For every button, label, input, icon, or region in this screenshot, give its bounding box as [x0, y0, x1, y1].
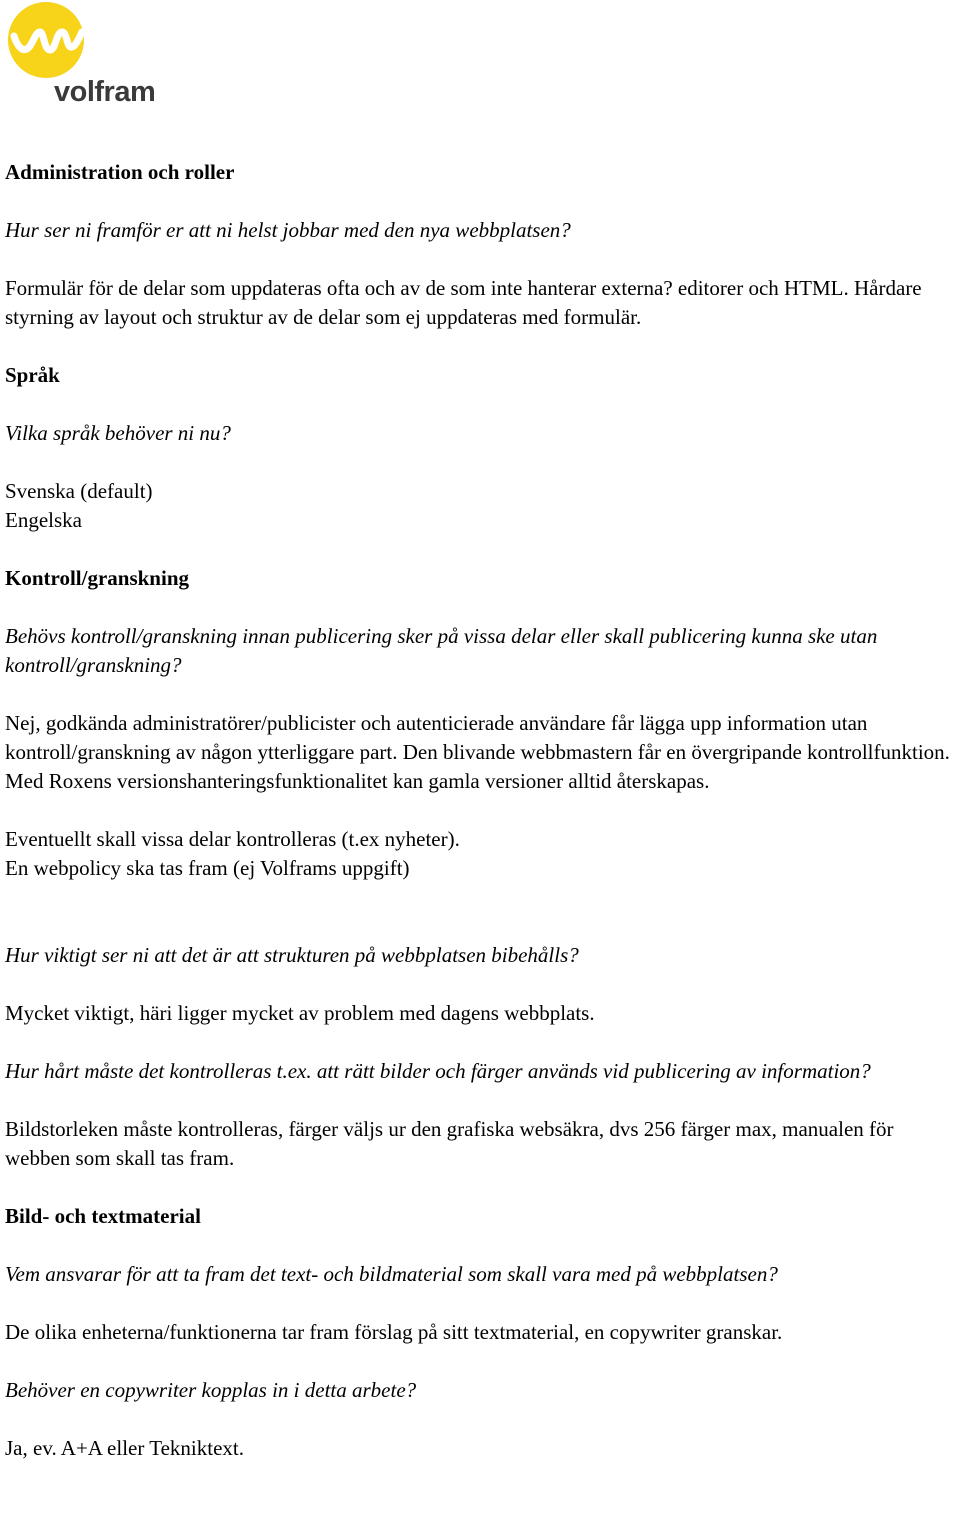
- lang-answer-1: Svenska (default): [5, 479, 153, 503]
- control-heading: Kontroll/granskning: [5, 566, 189, 590]
- lang-heading: Språk: [5, 363, 60, 387]
- structure-answer: Mycket viktigt, häri ligger mycket av problem med dagens webbplats.: [5, 1001, 595, 1025]
- images-question: Hur hårt måste det kontrolleras t.ex. att rätt bilder och färger används vid publicering av information?: [5, 1059, 871, 1083]
- control-note-1: Eventuellt skall vissa delar kontrolleras (t.ex nyheter).: [5, 827, 460, 851]
- structure-question: Hur viktigt ser ni att det är att strukturen på webbplatsen bibehålls?: [5, 943, 579, 967]
- volfram-logo: [4, 2, 164, 112]
- volfram-logo-mark: [4, 2, 88, 78]
- control-question: Behövs kontroll/granskning innan publicering sker på vissa delar eller skall publicering kunna ske utan kontroll/granskning?: [5, 624, 878, 677]
- lang-question: Vilka språk behöver ni nu?: [5, 421, 231, 445]
- copywriter-question: Behöver en copywriter kopplas in i detta arbete?: [5, 1378, 417, 1402]
- copywriter-answer: Ja, ev. A+A eller Tekniktext.: [5, 1436, 244, 1460]
- material-heading: Bild- och textmaterial: [5, 1204, 201, 1228]
- images-answer: Bildstorleken måste kontrolleras, färger väljs ur den grafiska websäkra, dvs 256 färger max, manualen för webben som skall tas fram.: [5, 1117, 894, 1170]
- admin-question: Hur ser ni framför er att ni helst jobbar med den nya webbplatsen?: [5, 218, 571, 242]
- material-answer: De olika enheterna/funktionerna tar fram förslag på sitt textmaterial, en copywriter granskar.: [5, 1320, 783, 1344]
- lang-answer-2: Engelska: [5, 508, 82, 532]
- control-answer: Nej, godkända administratörer/publicister och autenticierade användare får lägga upp information utan kontroll/granskning av någon ytterliggare part. Den blivande webbmastern får en övergripande kontrollfunktion. Med Roxens versionshanteringsfunktionalitet kan gamla versioner alltid återskapas.: [5, 711, 950, 793]
- material-question: Vem ansvarar för att ta fram det text- och bildmaterial som skall vara med på webbplatsen?: [5, 1262, 778, 1286]
- document-body: [5, 158, 955, 1463]
- admin-heading: Administration och roller: [5, 160, 235, 184]
- logo-wordmark: volfram: [54, 76, 156, 108]
- control-note-2: En webpolicy ska tas fram (ej Volframs uppgift): [5, 856, 410, 880]
- admin-answer: Formulär för de delar som uppdateras ofta och av de som inte hanterar externa? editorer och HTML. Hårdare styrning av layout och struktur av de delar som ej uppdateras med formulär.: [5, 276, 922, 329]
